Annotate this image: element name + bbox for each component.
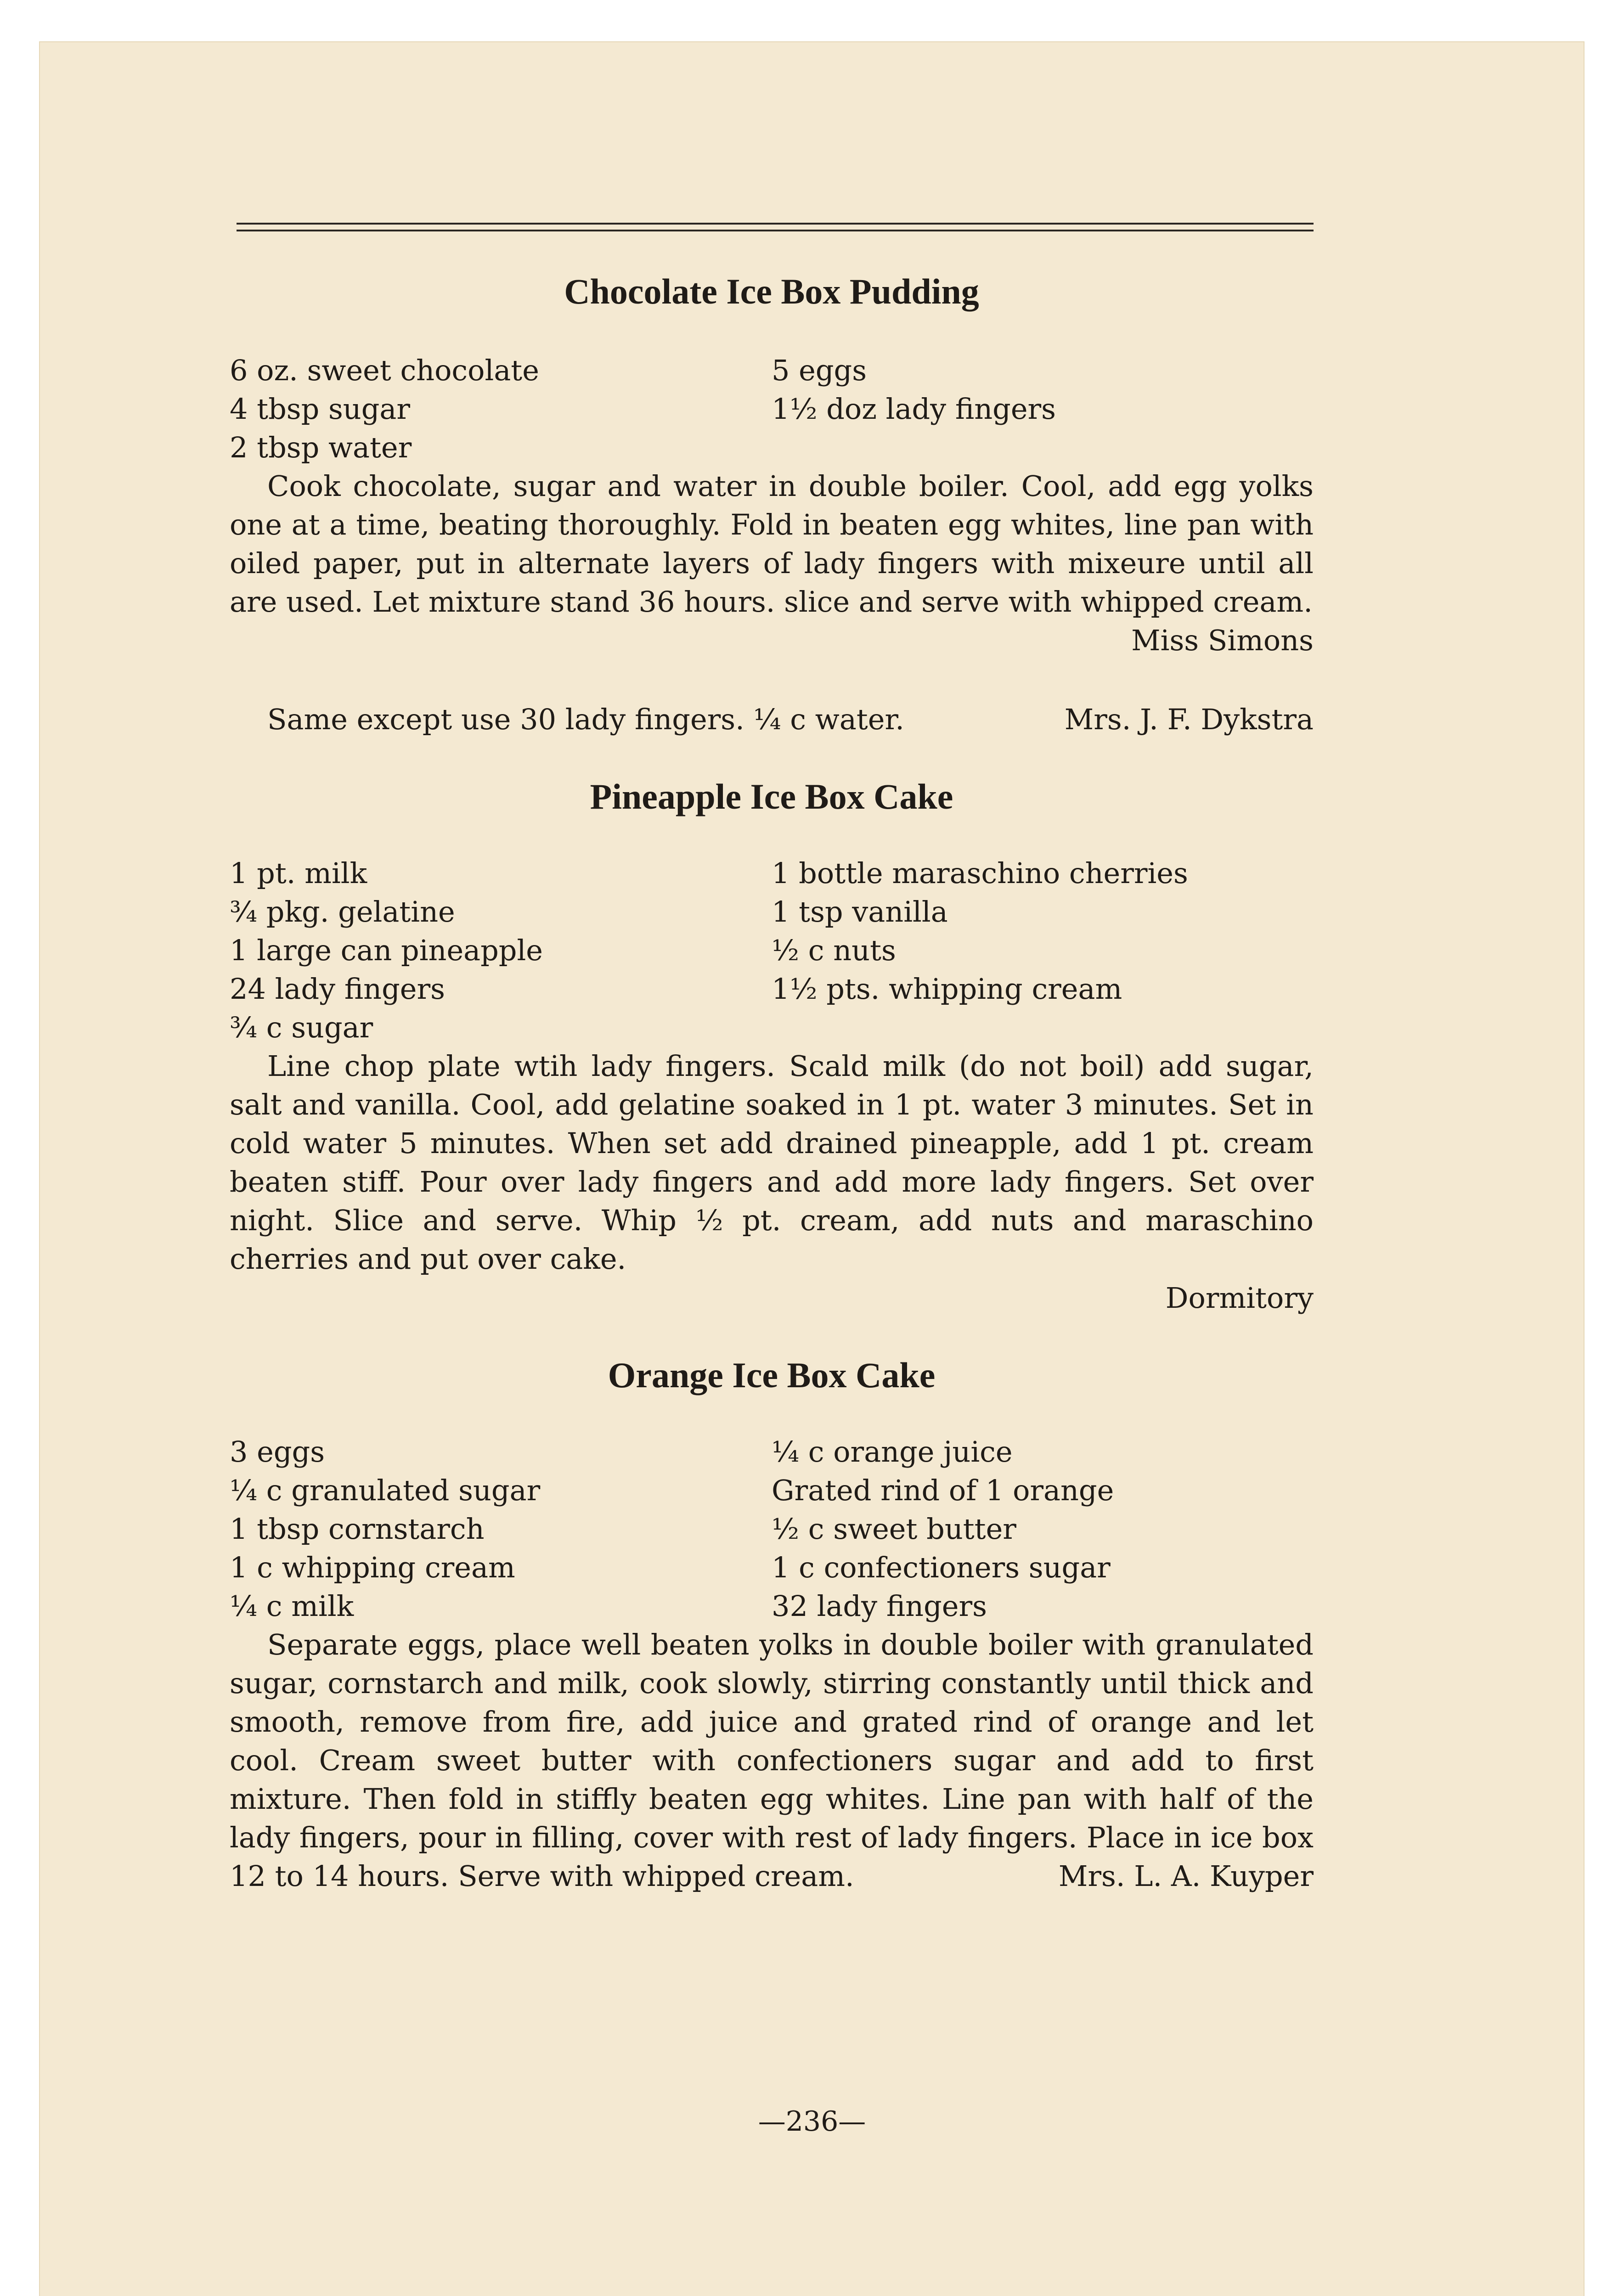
- ingredient-list-right: [772, 854, 1188, 1008]
- ingredient: 1 c confectioners sugar: [772, 1551, 1111, 1584]
- recipe-title: Orange Ice Box Cake: [608, 1355, 936, 1395]
- ingredient: 1 c whipping cream: [230, 1551, 515, 1584]
- ingredient: 1 tbsp cornstarch: [230, 1512, 485, 1546]
- ingredient: ¼ c orange juice: [772, 1435, 1013, 1469]
- instructions-text: Line chop plate wtih lady fingers. Scald milk (do not boil) add sugar, salt and vanilla. Cool, add gelatine soaked in 1 pt. water 3 minutes. Set in cold water 5 minutes. When set add drained pineapple, add 1 pt. cream beaten stiff. Pour over lady fingers and add more lady fingers. Set over night. Slice and serve. Whip ½ pt. cream, add nuts and maraschino cherries and put over cake.: [230, 1049, 1314, 1276]
- ingredient: 24 lady fingers: [230, 972, 445, 1006]
- recipe-instructions: [230, 467, 1314, 660]
- ingredient: 2 tbsp water: [230, 431, 412, 464]
- ingredient-list-right: [772, 1433, 1114, 1626]
- ingredient: 1½ pts. whipping cream: [772, 972, 1122, 1006]
- header-rule: [237, 223, 1314, 225]
- ingredient: 3 eggs: [230, 1435, 325, 1469]
- contributor: Miss Simons: [1131, 624, 1314, 657]
- contributor: Dormitory: [1165, 1281, 1314, 1315]
- ingredient: Grated rind of 1 orange: [772, 1474, 1114, 1507]
- ingredient: 1 large can pineapple: [230, 934, 543, 967]
- contributor: Mrs. J. F. Dykstra: [1064, 703, 1314, 736]
- ingredient: 5 eggs: [772, 354, 867, 387]
- ingredient: 4 tbsp sugar: [230, 392, 411, 426]
- ingredient: 1 pt. milk: [230, 856, 367, 890]
- header-rule: [237, 230, 1314, 231]
- instructions-text: Cook chocolate, sugar and water in double boiler. Cool, add egg yolks one at a time, beating thoroughly. Fold in beaten egg whites, line pan with oiled paper, put in alternate layers of lady fingers with mixeure until all are used. Let mixture stand 36 hours. slice and serve with whipped cream.: [230, 469, 1314, 619]
- ingredient-list-left: [230, 351, 539, 467]
- ingredient: ½ c nuts: [772, 934, 896, 967]
- ingredient: ¾ c sugar: [230, 1011, 373, 1044]
- recipe-title: Chocolate Ice Box Pudding: [564, 271, 979, 311]
- ingredient: 1 tsp vanilla: [772, 895, 948, 929]
- ingredient: 6 oz. sweet chocolate: [230, 354, 539, 387]
- ingredient: ¼ c granulated sugar: [230, 1474, 541, 1507]
- contributor: Mrs. L. A. Kuyper: [1058, 1859, 1314, 1893]
- ingredient: ¾ pkg. gelatine: [230, 895, 455, 929]
- variation-text: Same except use 30 lady fingers. ¼ c water.: [267, 703, 904, 736]
- ingredient-list-left: [230, 1433, 540, 1626]
- ingredient: 32 lady fingers: [772, 1589, 987, 1623]
- page-number: —236—: [758, 2105, 866, 2138]
- ingredient-list-right: [772, 351, 1056, 428]
- ingredient-list-left: [230, 854, 543, 1047]
- instructions-text: Separate eggs, place well beaten yolks in double boiler with granulated sugar, cornstarch and milk, cook slowly, stirring constantly until thick and smooth, remove from fire, add juice and grated rind of orange and let cool. Cream sweet butter with confectioners sugar and add to first mixture. Then fold in stiffly beaten egg whites. Line pan with half of the lady fingers, pour in filling, cover with rest of lady fingers. Place in ice box 12 to 14 hours. Serve with whipped cream.: [230, 1628, 1314, 1893]
- recipe-instructions: [230, 1626, 1314, 1896]
- ingredient: 1½ doz lady fingers: [772, 392, 1056, 426]
- recipe-variation: [267, 700, 1314, 739]
- ingredient: ¼ c milk: [230, 1589, 354, 1623]
- ingredient: ½ c sweet butter: [772, 1512, 1016, 1546]
- ingredient: 1 bottle maraschino cherries: [772, 856, 1188, 890]
- recipe-instructions: [230, 1047, 1314, 1278]
- recipe-title: Pineapple Ice Box Cake: [590, 777, 953, 816]
